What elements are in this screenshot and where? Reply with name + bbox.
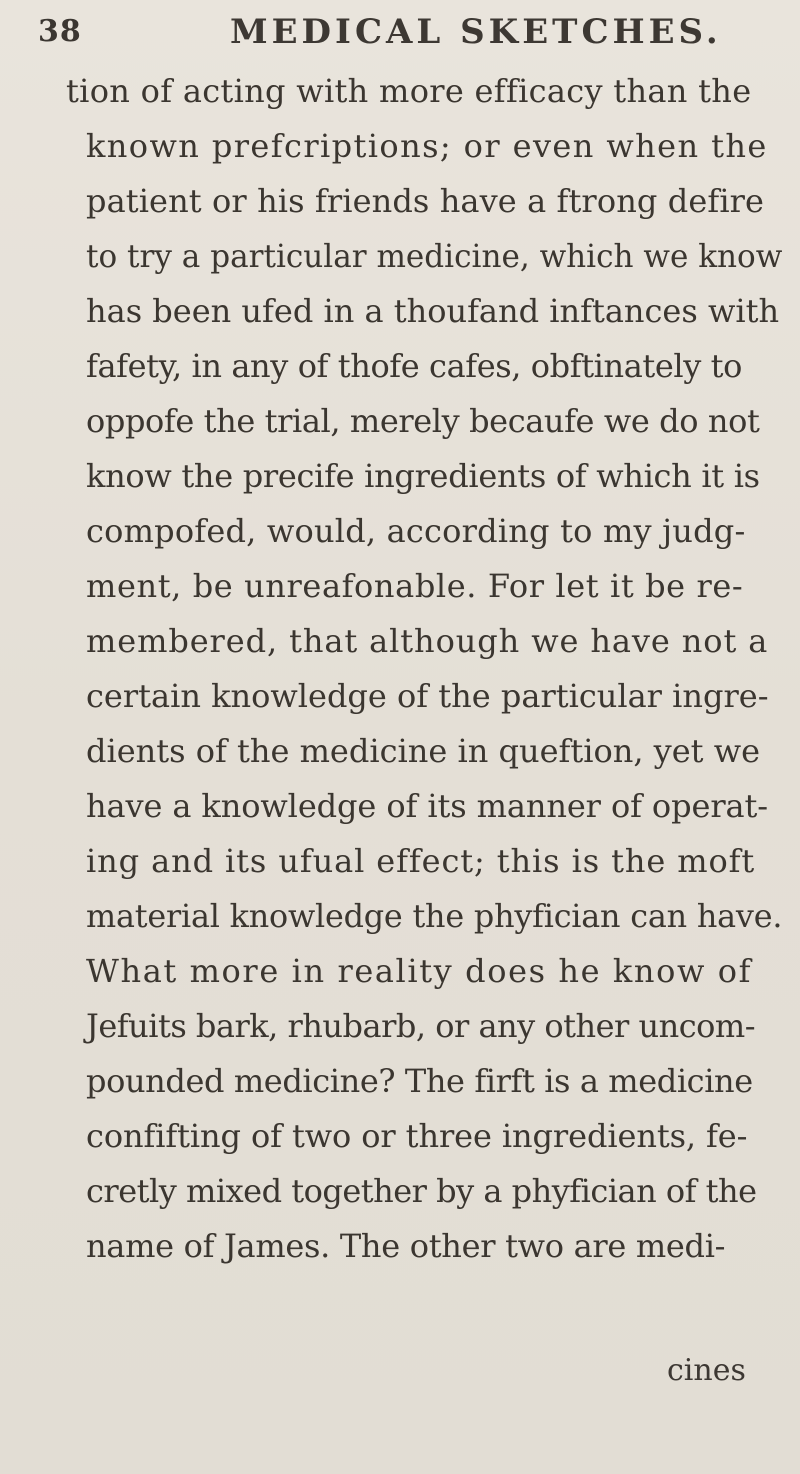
text-line: Jefuits bark, rhubarb, or any other uncom- <box>86 1007 756 1045</box>
text-line: material knowledge the phyfician can have. <box>86 897 783 935</box>
running-head: MEDICAL SKETCHES. <box>230 12 722 52</box>
text-line: fafety, in any of thofe cafes, obftinately to <box>86 347 742 385</box>
text-line: known prefcriptions; or even when the <box>86 127 768 165</box>
text-line: name of James. The other two are medi- <box>86 1227 726 1265</box>
text-line: cretly mixed together by a phyfician of the <box>86 1172 757 1210</box>
text-line: compofed, would, according to my judg- <box>86 512 746 550</box>
text-line: dients of the medicine in queftion, yet we <box>86 732 761 770</box>
text-line: to try a particular medicine, which we know <box>86 237 783 275</box>
text-line: patient or his friends have a ftrong defire <box>86 182 765 220</box>
page-number: 38 <box>38 14 82 49</box>
text-line: tion of acting with more efficacy than the <box>66 72 752 110</box>
text-line: pounded medicine? The firft is a medicine <box>86 1062 753 1100</box>
text-line: ment, be unreafonable. For let it be re- <box>86 567 744 605</box>
text-line: certain knowledge of the particular ingre- <box>86 677 769 715</box>
text-line: confifting of two or three ingredients, fe- <box>86 1117 748 1155</box>
text-line: membered, that although we have not a <box>86 622 769 660</box>
text-line: has been ufed in a thoufand inftances with <box>86 292 780 330</box>
catchword: cines <box>667 1353 746 1388</box>
text-line: ing and its ufual effect; this is the moft <box>86 842 756 880</box>
text-line: oppofe the trial, merely becaufe we do not <box>86 402 760 440</box>
text-line: have a knowledge of its manner of operat- <box>86 787 768 825</box>
page-header <box>0 4 800 64</box>
text-line: know the precife ingredients of which it is <box>86 457 760 495</box>
text-line: What more in reality does he know of <box>86 952 753 990</box>
